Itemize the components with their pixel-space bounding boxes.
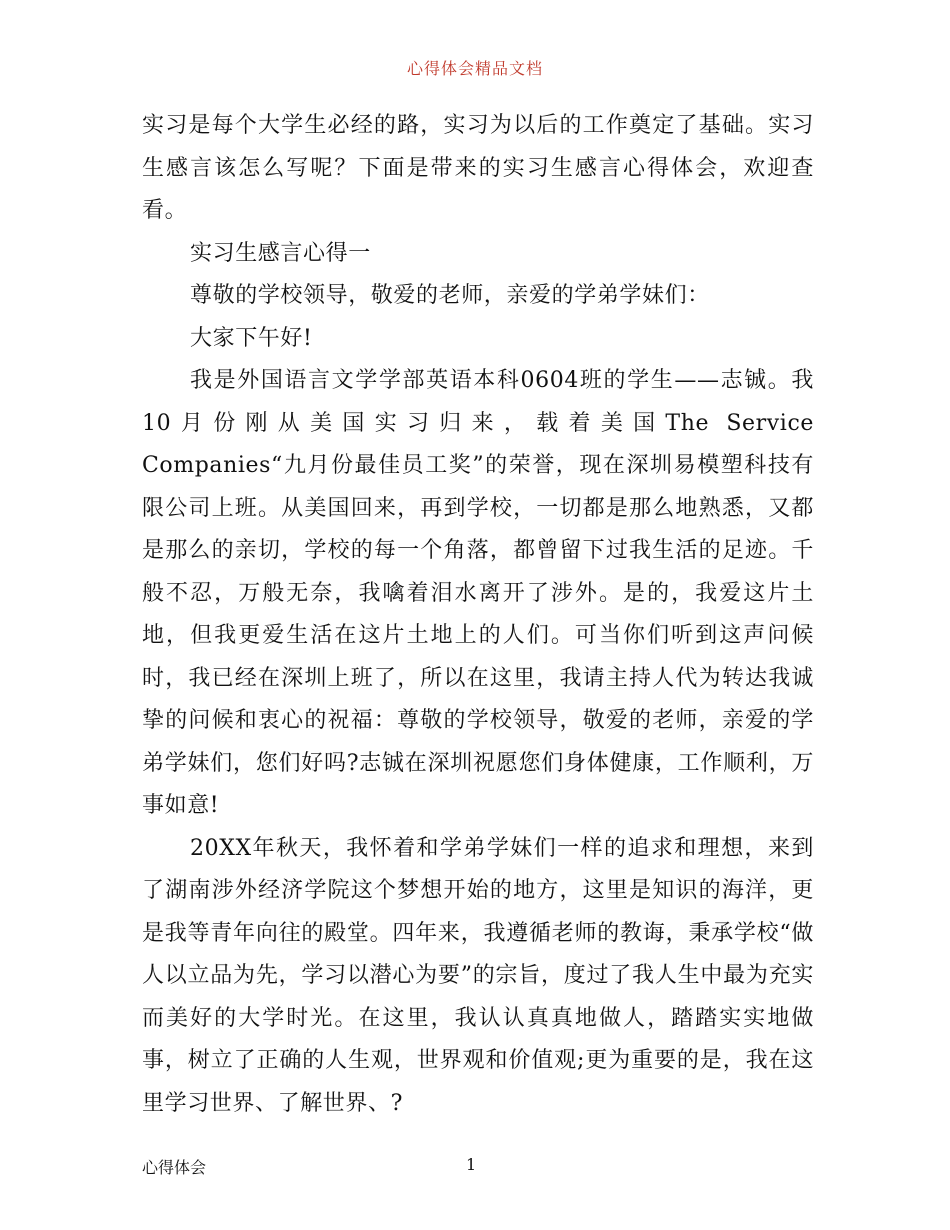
body-paragraph: 20XX年秋天，我怀着和学弟学妹们一样的追求和理想，来到了湖南涉外经济学院这个梦想开始的地方，这里是知识的海洋，更是我等青年向往的殿堂。四年来，我遵循老师的教诲，秉承学校“做人以立品为先，学习以潜心为要”的宗旨，度过了我人生中最为充实而美好的大学时光。在这里，我认认真真地做人，踏踏实实地做事，树立了正确的人生观，世界观和价值观;更为重要的是，我在这里学习世界、了解世界、?	[142, 835, 814, 1116]
body-paragraph: 我是外国语言文学学部英语本科0604班的学生——志铖。我10月份刚从美国实习归来，载着美国The Service Companies“九月份最佳员工奖”的荣誉，现在深圳易模塑科技有限公司上班。从美国回来，再到学校，一切都是那么地熟悉，又都是那么的亲切，学校的每一个角落，都曾留下过我生活的足迹。千般不忍，万般无奈，我噙着泪水离开了涉外。是的，我爱这片土地，但我更爱生活在这片土地上的人们。可当你们听到这声问候时，我已经在深圳上班了，所以在这里，我请主持人代为转达我诚挚的问候和衷心的祝福：尊敬的学校领导，敬爱的老师，亲爱的学弟学妹们，您们好吗?志铖在深圳祝愿您们身体健康，工作顺利，万事如意!	[142, 368, 814, 818]
footer-label: 心得体会	[142, 1158, 207, 1177]
page-number: 1	[466, 1155, 477, 1174]
greeting: 大家下午好!	[190, 325, 313, 351]
salutation: 尊敬的学校领导，敬爱的老师，亲爱的学弟学妹们：	[190, 283, 710, 308]
section-heading: 实习生感言心得一	[190, 240, 371, 266]
page-header-title: 心得体会精品文档	[406, 59, 543, 78]
intro-paragraph: 实习是每个大学生必经的路，实习为以后的工作奠定了基础。实习生感言该怎么写呢？下面是带来的实习生感言心得体会，欢迎查看。	[142, 113, 814, 223]
document-body	[142, 105, 814, 1125]
